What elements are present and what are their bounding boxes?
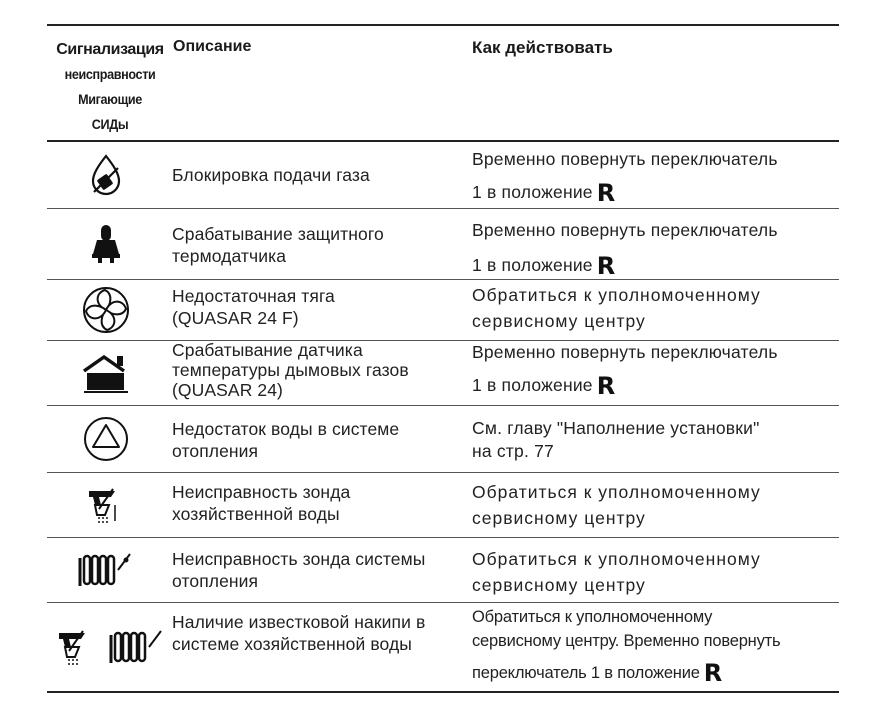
row-action-line: 1 в положение [472, 375, 593, 395]
row-action-line: Обратиться к уполномоченному [472, 285, 761, 305]
row-desc-line: Наличие известковой накипи в [172, 612, 426, 632]
row-action-line-with-r [472, 179, 778, 205]
fan-icon [47, 280, 165, 340]
header-col-action: Как действовать [472, 38, 613, 57]
row-desc-line: хозяйственной воды [172, 504, 340, 524]
row-desc-line: Недостаток воды в системе [172, 419, 400, 439]
row-action-line: переключатель 1 в положение [472, 664, 700, 682]
row-action-line: сервисному центру [472, 508, 646, 528]
header-col-signal-line4: СИДы [91, 116, 129, 132]
water-pressure-icon [47, 406, 165, 472]
row-desc-line: Срабатывание защитного [172, 224, 384, 244]
table-row [47, 209, 839, 280]
row-action-line: Временно повернуть переключатель [472, 342, 778, 362]
header-col-signal-line1: Сигнализация [56, 41, 164, 58]
row-action-line: на стр. 77 [472, 441, 554, 461]
r-position-icon: R [596, 252, 616, 280]
header-col-description: Описание [173, 38, 252, 55]
table-row [47, 603, 839, 693]
row-action-line: Обратиться к уполномоченному [472, 482, 761, 502]
row-desc-line: Неисправность зонда [172, 482, 351, 502]
limescale-icon [47, 603, 173, 691]
tap-probe-icon [47, 473, 165, 537]
row-desc-line: термодатчика [172, 246, 287, 266]
table-header [47, 24, 839, 142]
row-action-line: сервисному центру [472, 575, 646, 595]
r-position-icon: R [703, 659, 722, 687]
row-desc-line: Блокировка подачи газа [172, 165, 370, 185]
row-desc-line: отопления [172, 571, 259, 591]
table-row [47, 538, 839, 603]
thermostat-icon [47, 209, 165, 279]
table-row [47, 473, 839, 538]
row-action-line-with-r [472, 252, 778, 278]
row-desc-line: отопления [172, 441, 259, 461]
row-desc-line: (QUASAR 24) [172, 380, 283, 400]
r-position-icon: R [596, 372, 616, 400]
row-action-line: 1 в положение [472, 182, 593, 202]
flue-sensor-icon [47, 341, 165, 405]
header-col-signal [47, 38, 173, 137]
r-position-icon: R [596, 179, 616, 207]
row-action-line: Обратиться к уполномоченному [472, 608, 713, 626]
row-action-line: сервисному центру. Временно повернуть [472, 632, 781, 650]
row-action-line: Временно повернуть переключатель [472, 220, 778, 240]
row-action-line: Обратиться к уполномоченному [472, 549, 761, 569]
row-desc-line: системе хозяйственной воды [172, 634, 412, 654]
table-row [47, 142, 839, 209]
table-row [47, 341, 839, 406]
row-action-line: сервисному центру [472, 311, 646, 331]
gas-lock-icon [47, 142, 165, 208]
header-col-signal-line2: неисправности [64, 66, 156, 82]
table-row [47, 280, 839, 341]
row-action-line-with-r [472, 372, 778, 398]
row-action-line: Временно повернуть переключатель [472, 149, 778, 169]
fault-table [47, 24, 839, 693]
row-desc-line: температуры дымовых газов [172, 360, 409, 380]
row-desc-line: Срабатывание датчика [172, 340, 363, 360]
radiator-probe-icon [47, 538, 165, 602]
header-col-signal-line3: Мигающие [78, 91, 142, 107]
row-action-line: 1 в положение [472, 255, 593, 275]
row-action-line: См. главу "Наполнение установки" [472, 418, 760, 438]
row-desc-line: Неисправность зонда системы [172, 549, 426, 569]
row-desc-line: (QUASAR 24 F) [172, 308, 299, 328]
table-row [47, 406, 839, 473]
row-desc-line: Недостаточная тяга [172, 286, 335, 306]
row-action-line-with-r [472, 661, 780, 685]
